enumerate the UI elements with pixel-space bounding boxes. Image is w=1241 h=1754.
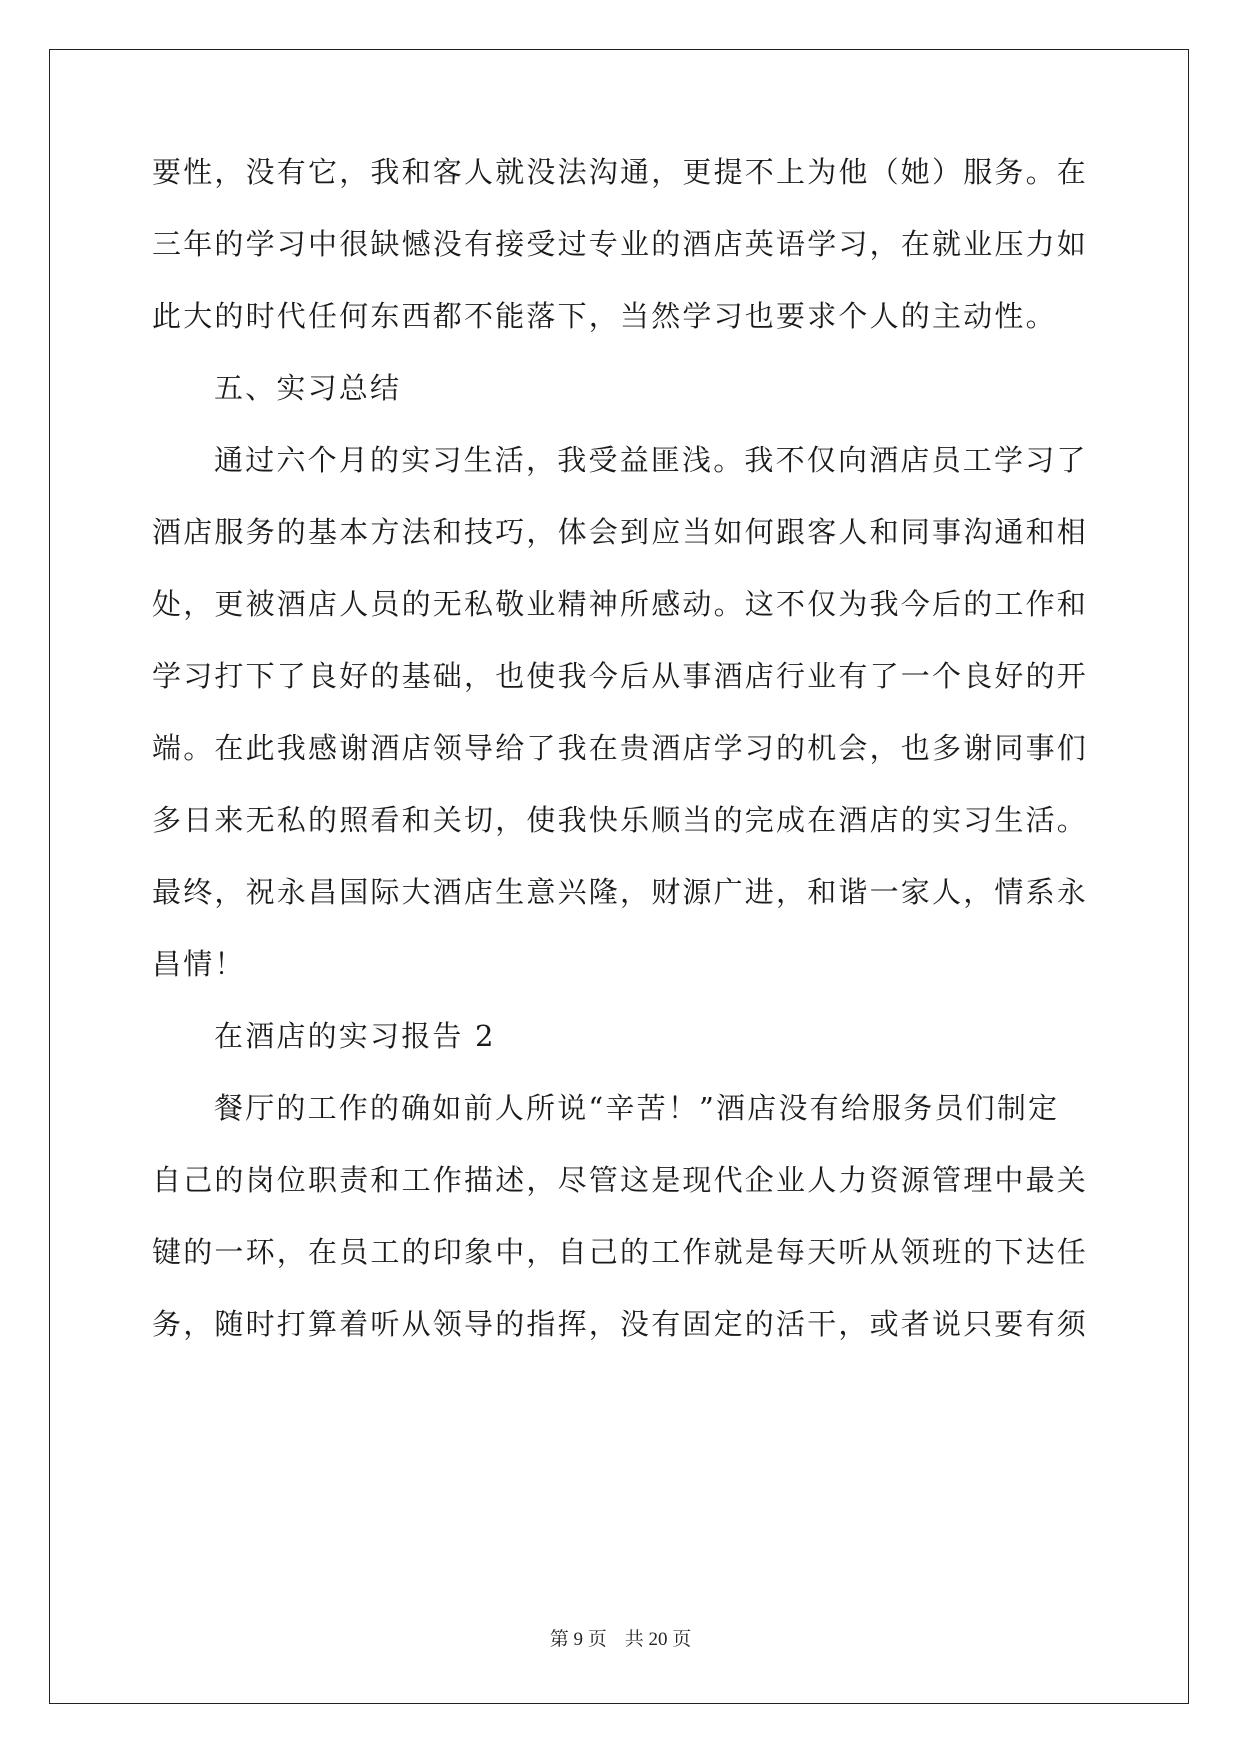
text-line: 务，随时打算着听从领导的指挥，没有固定的活干，或者说只要有须	[152, 1307, 1089, 1341]
report-title: 在酒店的实习报告 2	[214, 1019, 496, 1053]
text-line: 处，更被酒店人员的无私敬业精神所感动。这不仅为我今后的工作和	[152, 587, 1089, 621]
text-line: 端。在此我感谢酒店领导给了我在贵酒店学习的机会，也多谢同事们	[152, 731, 1089, 765]
text-line: 三年的学习中很缺憾没有接受过专业的酒店英语学习，在就业压力如	[152, 227, 1089, 261]
text-line: 昌情！	[152, 947, 246, 981]
text-line: 要性，没有它，我和客人就没法沟通，更提不上为他（她）服务。在	[152, 155, 1089, 189]
page-total: 共 20 页	[624, 1629, 692, 1650]
text-line: 最终，祝永昌国际大酒店生意兴隆，财源广进，和谐一家人，情系永	[152, 875, 1089, 909]
text-line: 酒店服务的基本方法和技巧，体会到应当如何跟客人和同事沟通和相	[152, 515, 1089, 549]
text-line: 餐厅的工作的确如前人所说“辛苦！”酒店没有给服务员们制定	[214, 1091, 1060, 1125]
text-line: 自己的岗位职责和工作描述，尽管这是现代企业人力资源管理中最关	[152, 1163, 1089, 1197]
text-line: 通过六个月的实习生活，我受益匪浅。我不仅向酒店员工学习了	[214, 443, 1088, 477]
text-line: 多日来无私的照看和关切，使我快乐顺当的完成在酒店的实习生活。	[152, 803, 1089, 837]
text-line: 此大的时代任何东西都不能落下，当然学习也要求个人的主动性。	[152, 299, 1057, 333]
text-line: 学习打下了良好的基础，也使我今后从事酒店行业有了一个良好的开	[152, 659, 1089, 693]
section-heading: 五、实习总结	[214, 371, 402, 405]
text-line: 键的一环，在员工的印象中，自己的工作就是每天听从领班的下达任	[152, 1235, 1089, 1269]
page-footer	[0, 1628, 1241, 1652]
page-number: 第 9 页	[549, 1629, 607, 1650]
